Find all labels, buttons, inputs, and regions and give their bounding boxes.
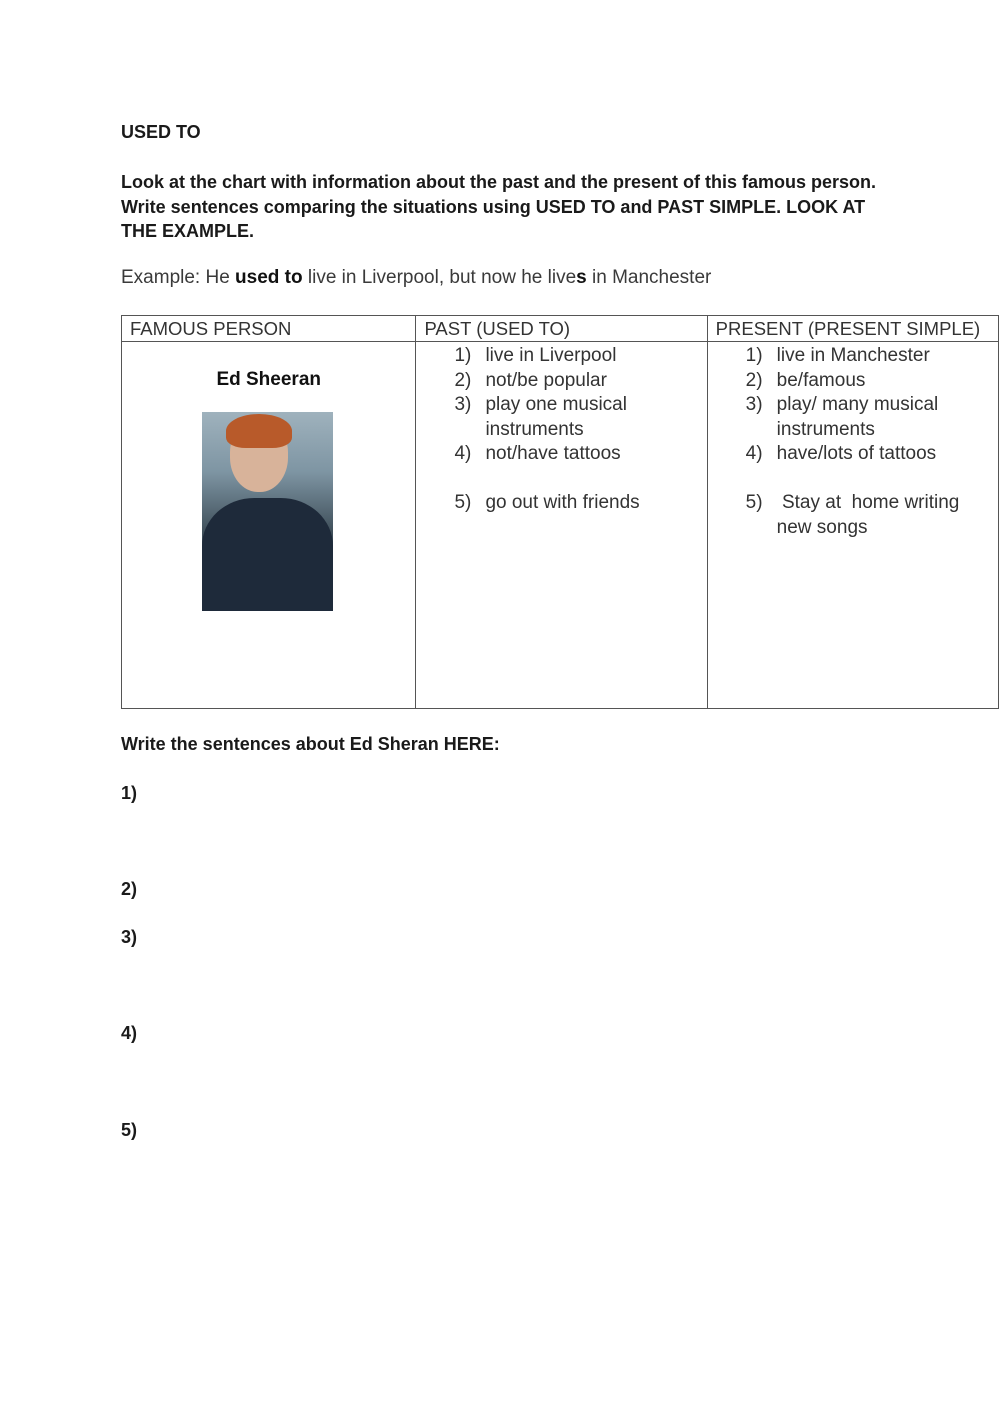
item-text: live in Manchester — [776, 345, 930, 366]
item-number: 1) — [745, 345, 763, 366]
item-number: 3) — [745, 394, 763, 415]
present-list — [708, 342, 998, 540]
list-item — [708, 369, 998, 394]
item-text: have/lots of tattoos — [776, 443, 937, 464]
item-number: 2) — [745, 369, 763, 391]
worksheet-title: USED TO — [121, 122, 201, 142]
item-number: 4) — [745, 443, 763, 464]
chart-body-row — [122, 342, 999, 709]
example-prefix: Example: He — [121, 267, 236, 288]
item-number: 4) — [454, 443, 472, 464]
header-past: PAST (USED TO) — [416, 316, 707, 342]
answer-line-4[interactable]: 4) — [121, 1023, 138, 1043]
item-text: live in Liverpool — [485, 345, 617, 366]
example-bold-s: s — [576, 267, 587, 288]
write-sentences-heading: Write the sentences about Ed Sheran HERE: — [121, 734, 500, 754]
person-cell — [122, 342, 416, 709]
example-bold-used-to: used to — [235, 267, 303, 288]
chart-header-row — [122, 316, 999, 342]
comparison-chart — [121, 315, 999, 709]
answer-line-2[interactable]: 2) — [121, 879, 138, 899]
example-middle: live in Liverpool, but now he live — [302, 267, 577, 288]
list-item — [708, 393, 998, 442]
person-name: Ed Sheeran — [216, 369, 321, 390]
list-item — [708, 344, 998, 369]
item-text: not/be popular — [485, 369, 607, 391]
present-cell — [707, 342, 998, 709]
item-number: 2) — [454, 369, 472, 391]
list-item — [708, 491, 998, 540]
item-number: 5) — [454, 492, 472, 513]
answer-line-3[interactable]: 3) — [121, 927, 138, 947]
instructions: Look at the chart with information about the past and the present of this famous person. Write sentences comparing the situations using USED TO and PAST SIMPLE. LOOK AT THE EXAMPLE. — [121, 172, 877, 241]
list-item — [416, 369, 706, 394]
item-text: go out with friends — [485, 492, 640, 513]
list-item — [416, 344, 706, 369]
list-item — [416, 393, 706, 442]
answer-line-1[interactable]: 1) — [121, 783, 138, 803]
item-number: 5) — [745, 492, 763, 513]
item-text: not/have tattoos — [485, 443, 621, 464]
past-cell — [416, 342, 707, 709]
list-item — [708, 442, 998, 467]
list-item — [416, 491, 706, 516]
header-famous-person: FAMOUS PERSON — [122, 316, 416, 342]
item-text: Stay at home writing new songs — [776, 492, 965, 538]
list-item — [416, 442, 706, 467]
person-photo — [202, 412, 333, 611]
item-text: be/famous — [776, 369, 866, 391]
item-number: 3) — [454, 394, 472, 415]
past-list — [416, 342, 706, 516]
item-text: play one musical instruments — [485, 394, 627, 440]
example-suffix: in Manchester — [586, 267, 712, 288]
header-present: PRESENT (PRESENT SIMPLE) — [707, 316, 998, 342]
example-sentence — [121, 267, 711, 289]
item-text: play/ many musical instruments — [776, 394, 939, 440]
item-number: 1) — [454, 345, 472, 366]
answer-line-5[interactable]: 5) — [121, 1120, 138, 1140]
